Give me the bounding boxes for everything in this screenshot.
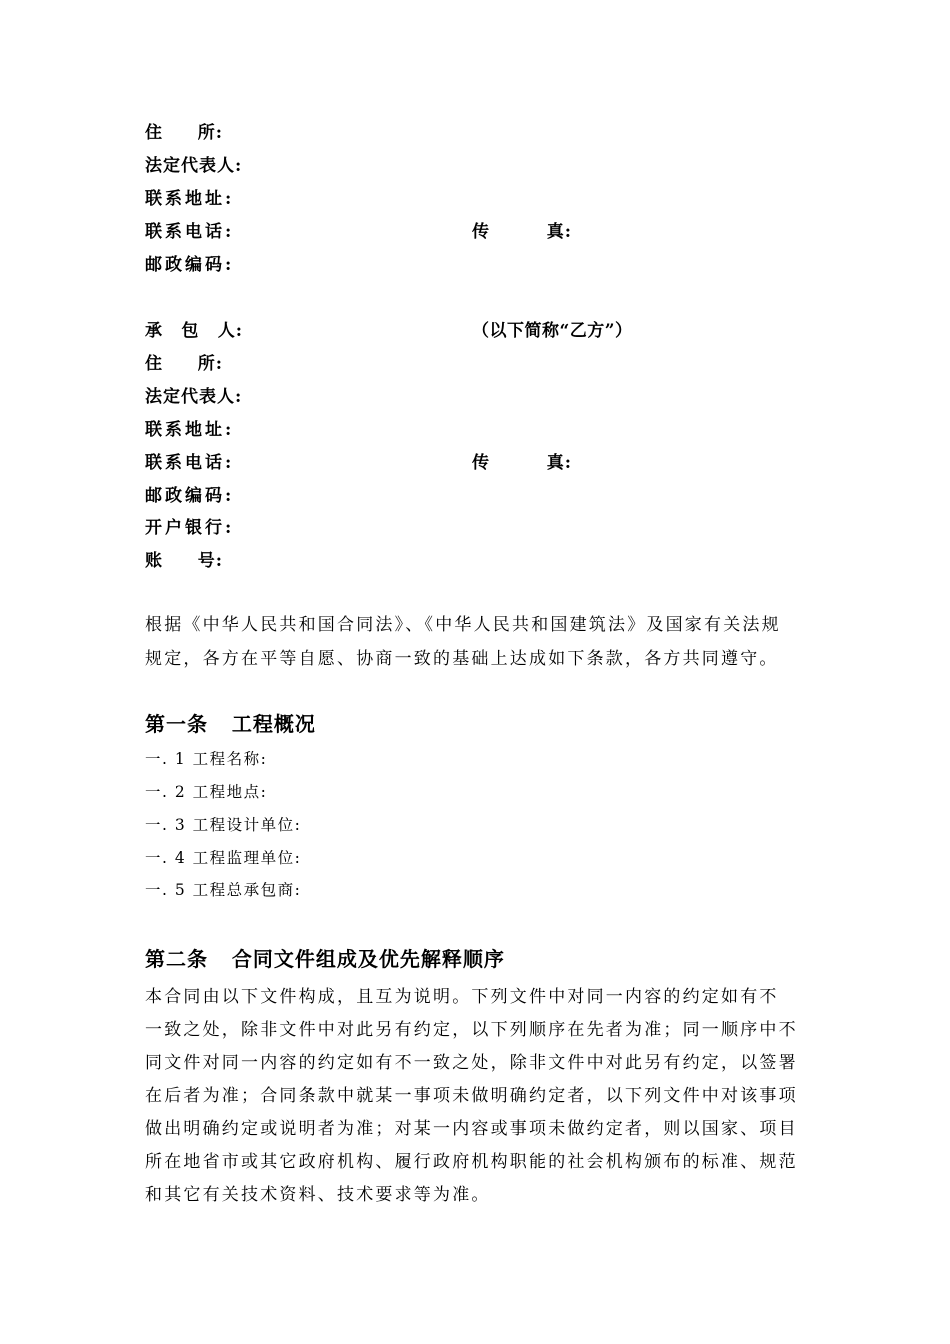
party-b-fax-label-part2: 真: xyxy=(546,453,572,473)
contractor-label xyxy=(145,316,243,341)
article-1-item-5: 一. 5 工程总承包商: xyxy=(145,881,302,899)
party-b-contact-address-label: 联系地址: xyxy=(145,420,235,440)
party-b-account-label xyxy=(145,546,223,571)
party-b-phone-label: 联系电话: xyxy=(145,453,235,473)
party-a-contact-address-label: 联系地址: xyxy=(145,189,235,209)
party-a-address-label-part2: 所: xyxy=(197,123,223,143)
party-b-account-label-part2: 号: xyxy=(197,551,223,571)
preamble-line-2: 规定，各方在平等自愿、协商一致的基础上达成如下条款，各方共同遵守。 xyxy=(145,649,779,669)
party-b-legal-rep-label: 法定代表人: xyxy=(145,387,243,407)
party-b-address-label xyxy=(145,349,223,374)
article-1-item-2: 一. 2 工程地点: xyxy=(145,783,268,801)
contractor-abbreviation-note: （以下简称“乙方”） xyxy=(472,321,633,341)
party-a-address-label xyxy=(145,118,223,143)
article-1-heading: 第一条 工程概况 xyxy=(145,712,316,736)
article-1-item-4: 一. 4 工程监理单位: xyxy=(145,849,302,867)
article-1-item-3: 一. 3 工程设计单位: xyxy=(145,816,302,834)
article-2-line-2: 一致之处，除非文件中对此另有约定，以下列顺序在先者为准；同一顺序中不 xyxy=(145,1020,798,1040)
party-b-postcode-label: 邮政编码: xyxy=(145,486,235,506)
party-b-fax-label xyxy=(472,448,572,473)
article-2-line-1: 本合同由以下文件构成，且互为说明。下列文件中对同一内容的约定如有不 xyxy=(145,987,779,1007)
article-2-line-3: 同文件对同一内容的约定如有不一致之处，除非文件中对此另有约定，以签署 xyxy=(145,1053,798,1073)
party-b-account-label-part1: 账 xyxy=(145,551,163,571)
article-2-line-4: 在后者为准；合同条款中就某一事项未做明确约定者，以下列文件中对该事项 xyxy=(145,1086,798,1106)
article-2-heading: 第二条 合同文件组成及优先解释顺序 xyxy=(145,947,505,971)
party-a-fax-label-part2: 真: xyxy=(546,222,572,242)
contractor-label-part2: 包 xyxy=(181,321,200,341)
party-a-address-label-part1: 住 xyxy=(145,123,163,143)
party-b-bank-label: 开户银行: xyxy=(145,518,235,538)
party-a-legal-rep-label: 法定代表人: xyxy=(145,156,243,176)
article-2-line-7: 和其它有关技术资料、技术要求等为准。 xyxy=(145,1185,491,1205)
party-a-fax-label xyxy=(472,217,572,242)
article-2-line-6: 所在地省市或其它政府机构、履行政府机构职能的社会机构颁布的标准、规范 xyxy=(145,1152,798,1172)
party-b-address-label-part2: 所: xyxy=(197,354,223,374)
party-b-address-label-part1: 住 xyxy=(145,354,163,374)
contractor-label-part3: 人: xyxy=(217,321,243,341)
preamble-line-1: 根据《中华人民共和国合同法》、《中华人民共和国建筑法》及国家有关法规 xyxy=(145,615,781,635)
contractor-label-part1: 承 xyxy=(145,321,163,341)
party-b-fax-label-part1: 传 xyxy=(472,453,490,473)
article-2-line-5: 做出明确约定或说明者为准；对某一内容或事项未做约定者，则以国家、项目 xyxy=(145,1119,798,1139)
party-a-fax-label-part1: 传 xyxy=(472,222,490,242)
party-a-postcode-label: 邮政编码: xyxy=(145,255,235,275)
party-a-phone-label: 联系电话: xyxy=(145,222,235,242)
article-1-item-1: 一. 1 工程名称: xyxy=(145,750,268,768)
